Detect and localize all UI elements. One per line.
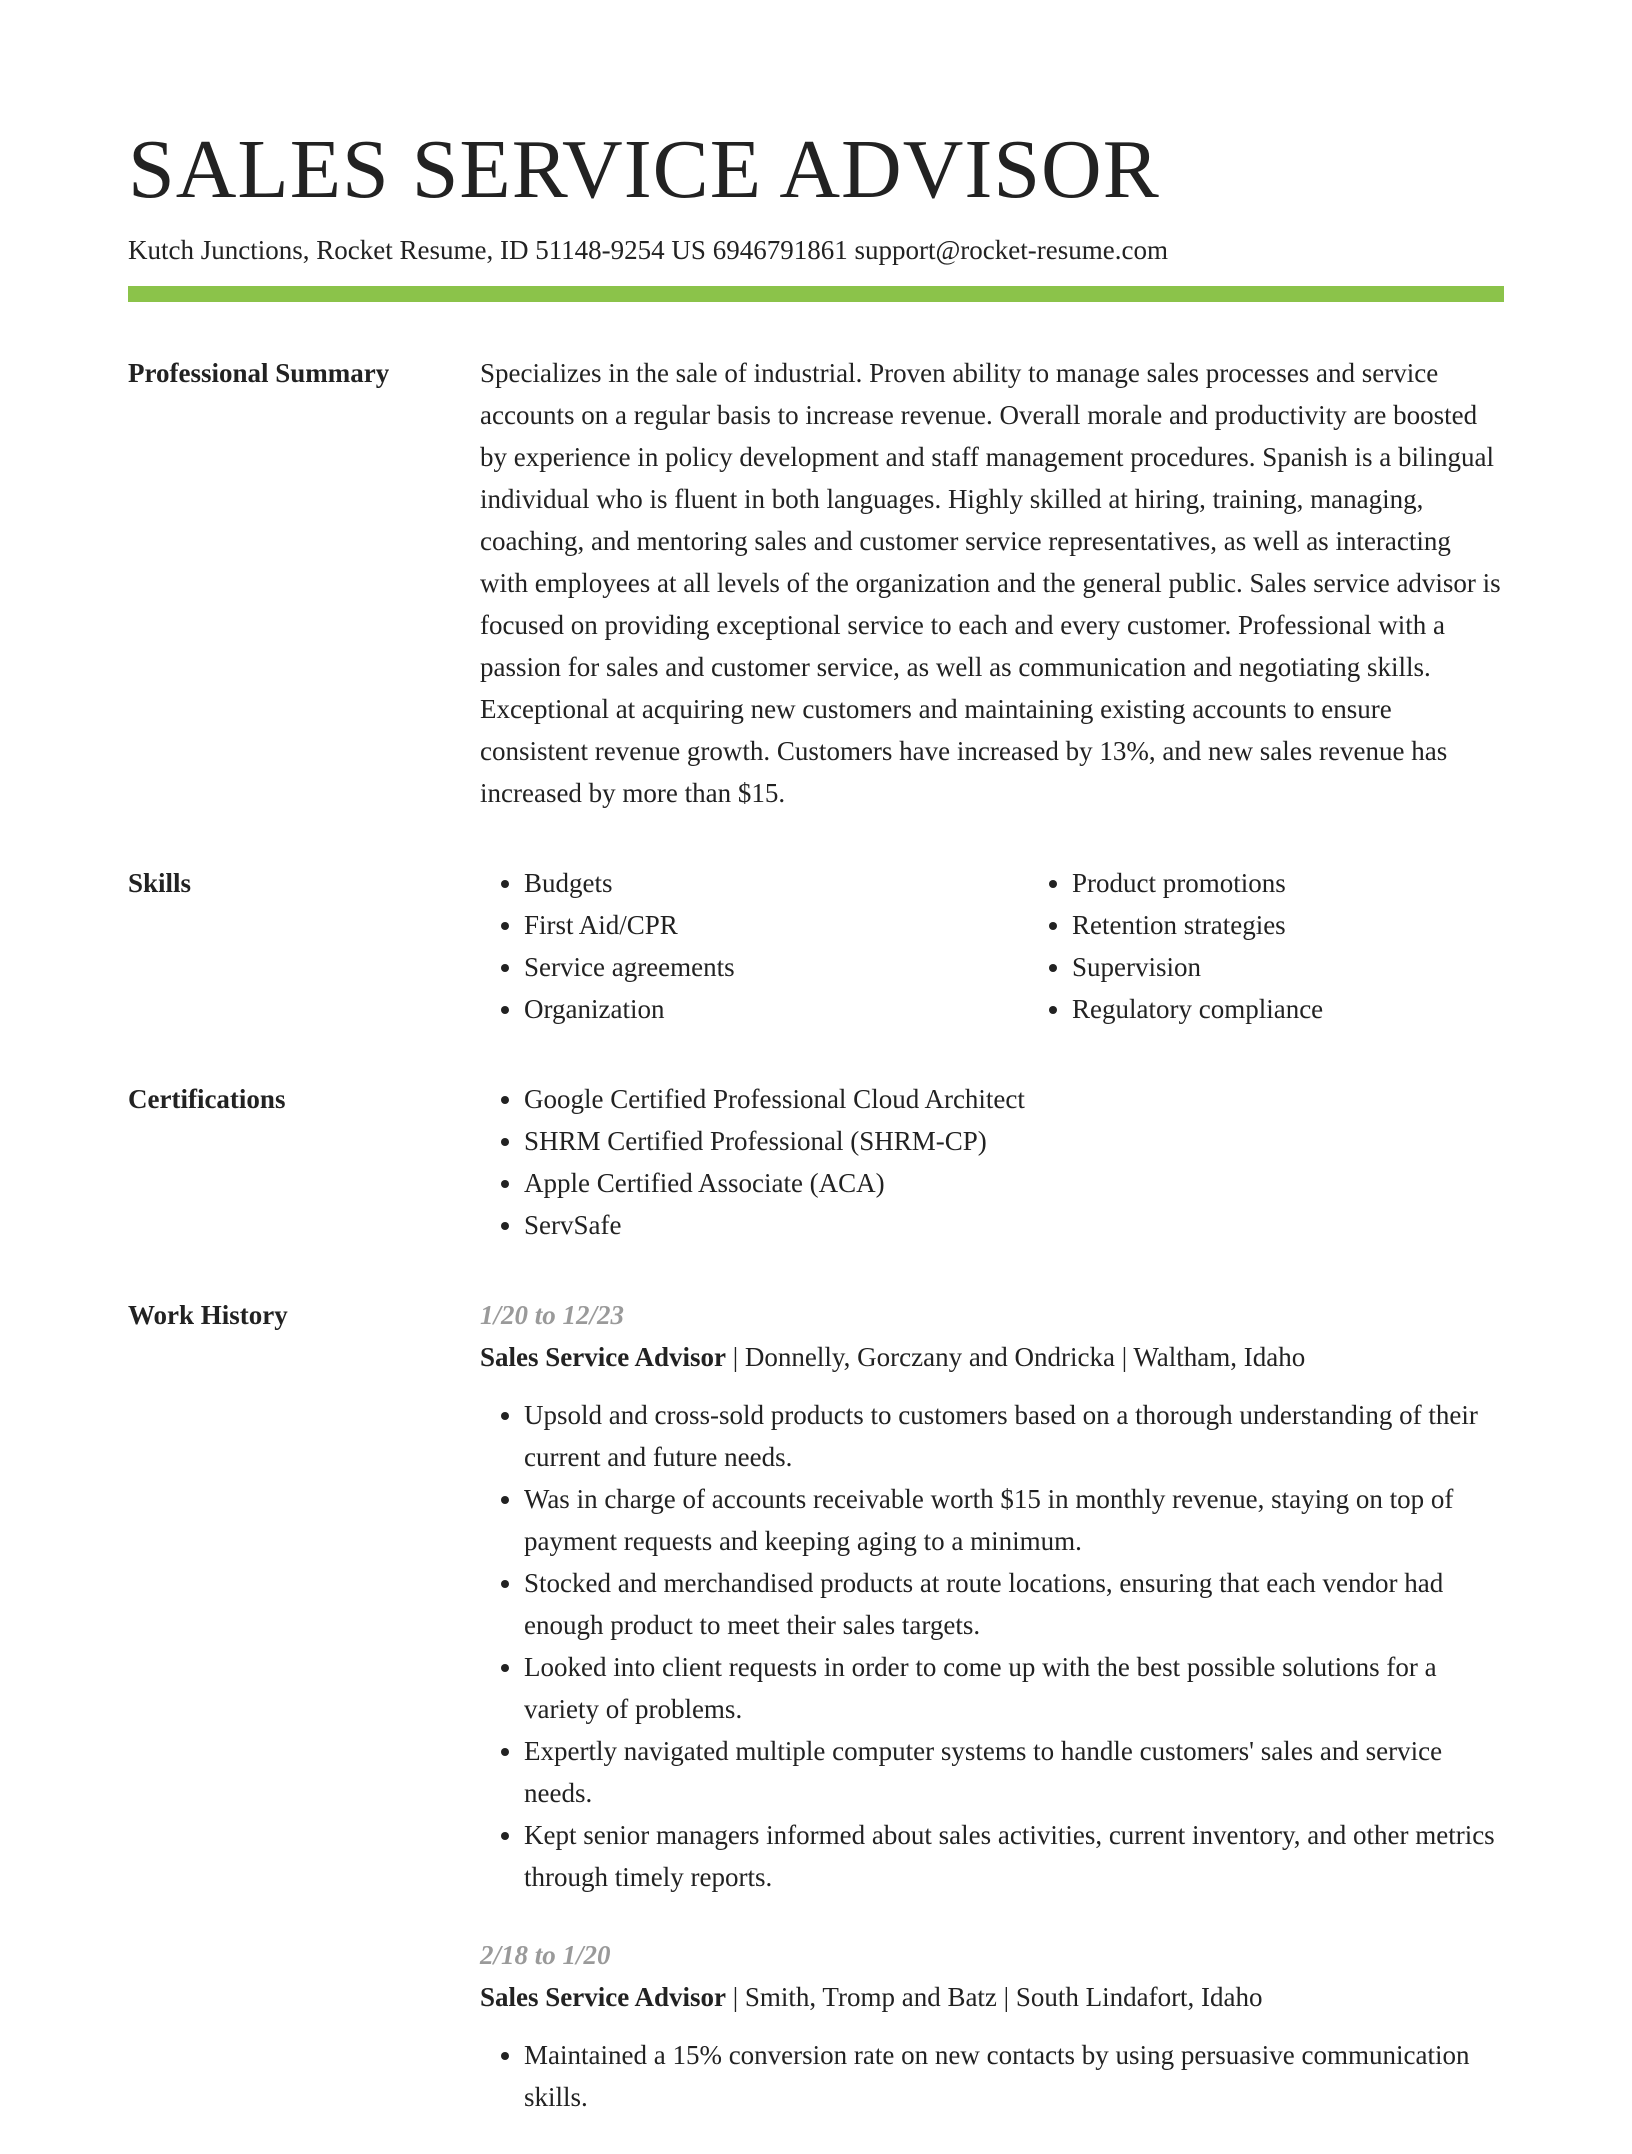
skills-column-2 xyxy=(1028,862,1572,1030)
skill-item: • Supervision xyxy=(1072,946,1572,988)
job-bullet: • Looked into client requests in order to come up with the best possible solutions for a variety of problems. xyxy=(524,1646,1504,1730)
resume-title: SALES SERVICE ADVISOR xyxy=(128,123,1160,216)
work-history-section xyxy=(128,1294,1504,2154)
certification-item: • ServSafe xyxy=(524,1204,1504,1246)
job-bullet: • Stocked and merchandised products at route locations, ensuring that each vendor had enough product to meet their sales targets. xyxy=(524,1562,1504,1646)
job-heading xyxy=(480,1976,1504,2018)
resume-page xyxy=(128,0,1504,2154)
job-bullet: • Maintained a 15% conversion rate on new contacts by using persuasive communication skills. xyxy=(524,2034,1504,2118)
skill-item: • Service agreements xyxy=(524,946,1028,988)
section-label: Professional Summary xyxy=(128,358,390,388)
accent-divider xyxy=(128,286,1504,302)
skill-item: • Product promotions xyxy=(1072,862,1572,904)
job-company-location: | Donnelly, Gorczany and Ondricka | Waltham, Idaho xyxy=(725,1342,1306,1372)
job-heading xyxy=(480,1336,1504,1378)
job-bullet: • Upsold and cross-sold products to customers based on a thorough understanding of their current and future needs. xyxy=(524,1394,1504,1478)
certification-item: • Google Certified Professional Cloud Architect xyxy=(524,1078,1504,1120)
skills-column-1 xyxy=(480,862,1028,1030)
section-label: Certifications xyxy=(128,1084,286,1114)
job-bullet: • Expertly navigated multiple computer systems to handle customers' sales and service needs. xyxy=(524,1730,1504,1814)
skill-item: • Budgets xyxy=(524,862,1028,904)
summary-text: Specializes in the sale of industrial. Proven ability to manage sales processes and service accounts on a regular basis to increase revenue. Overall morale and productivity are boosted by experience in policy development and staff management procedures. Spanish is a bilingual individual who is fluent in both languages. Highly skilled at hiring, training, managing, coaching, and mentoring sales and customer service representatives, as well as interacting with employees at all levels of the organization and the general public. Sales service advisor is focused on providing exceptional service to each and every customer. Professional with a passion for sales and customer service, as well as communication and negotiating skills. Exceptional at acquiring new customers and maintaining existing accounts to ensure consistent revenue growth. Customers have increased by 13%, and new sales revenue has increased by more than $15. xyxy=(480,358,1501,808)
job-dates: 2/18 to 1/20 xyxy=(480,1940,611,1970)
certifications-section xyxy=(128,1078,1504,1246)
job-title: Sales Service Advisor xyxy=(480,1982,726,2012)
job-entry xyxy=(480,1294,1504,1898)
contact-line: Kutch Junctions, Rocket Resume, ID 51148-9254 US 6946791861 support@rocket-resume.com xyxy=(128,235,1168,265)
job-bullet: • Kept senior managers informed about sales activities, current inventory, and other metrics through timely reports. xyxy=(524,1814,1504,1898)
job-bullets xyxy=(480,2034,1504,2118)
section-label: Skills xyxy=(128,868,192,898)
skills-section xyxy=(128,862,1504,1030)
section-label: Work History xyxy=(128,1300,288,1330)
skill-item: • Organization xyxy=(524,988,1028,1030)
skill-item: • Retention strategies xyxy=(1072,904,1572,946)
summary-section xyxy=(128,352,1504,814)
skills-grid xyxy=(480,862,1572,1030)
certification-item: • SHRM Certified Professional (SHRM-CP) xyxy=(524,1120,1504,1162)
job-dates: 1/20 to 12/23 xyxy=(480,1300,625,1330)
certifications-list xyxy=(480,1078,1504,1246)
job-bullets xyxy=(480,1394,1504,1898)
job-bullet: • Was in charge of accounts receivable worth $15 in monthly revenue, staying on top of payment requests and keeping aging to a minimum. xyxy=(524,1478,1504,1562)
skill-item: • First Aid/CPR xyxy=(524,904,1028,946)
certification-item: • Apple Certified Associate (ACA) xyxy=(524,1162,1504,1204)
skill-item: • Regulatory compliance xyxy=(1072,988,1572,1030)
job-title: Sales Service Advisor xyxy=(480,1342,726,1372)
job-entry xyxy=(480,1934,1504,2118)
job-company-location: | Smith, Tromp and Batz | South Lindafort, Idaho xyxy=(725,1982,1263,2012)
